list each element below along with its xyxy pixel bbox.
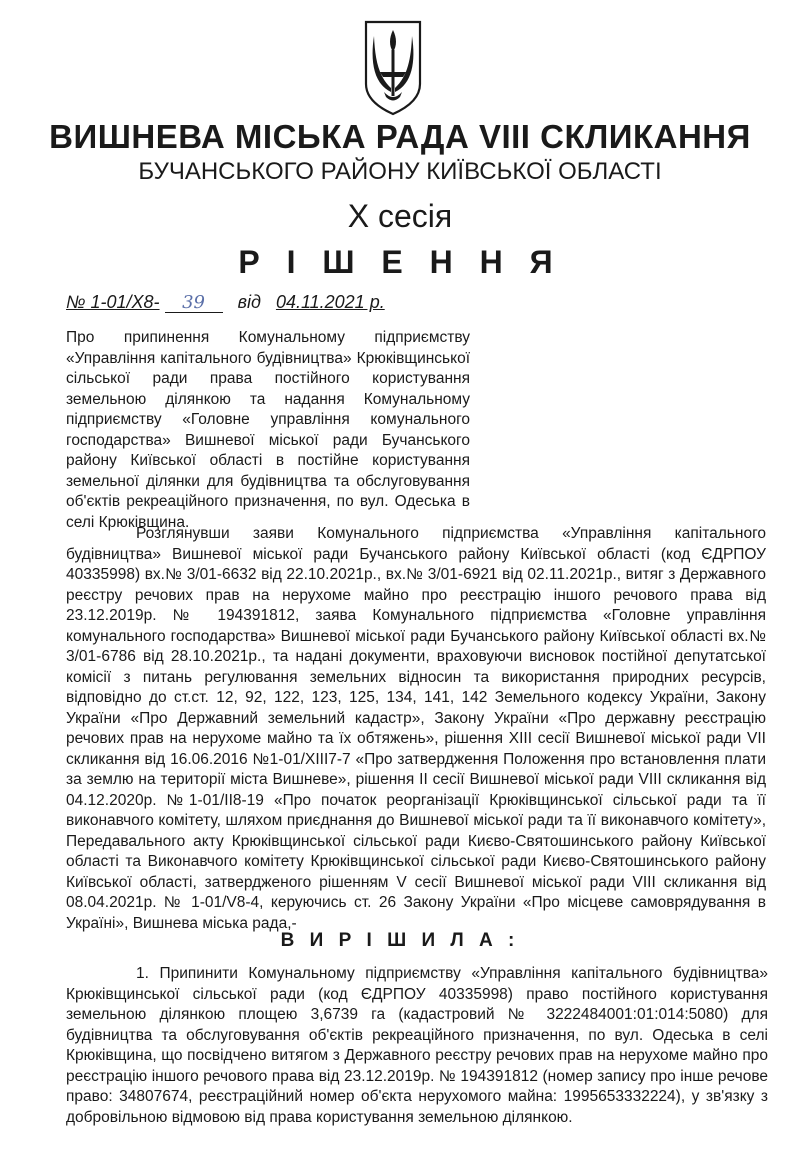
decision-subject: Про припинення Комунальному підприємству «Управління капітального будівництва» Крюківщинської сільської ради права постійного користування земельною ділянкою та надання Комунальному підприємству «Головне управління комунального господарства» Вишневої міської ради Бучанського району Київської області в постійне користування земельної ділянки для будівництва та обслуговування об'єктів рекреаційного призначення, по вул. Одеська в селі Крюківщина.	[66, 329, 470, 531]
resolution-item: 1. Припинити Комунальному підприємству «Управління капітального будівництва» Крюківщинської сільської ради (код ЄДРПОУ 40335998) право постійного користування земельною ділянкою площею 3,6739 га (кадастровий № 3222484001:01:014:5080) для будівництва та обслуговування об'єктів рекреаційного призначення, по вул. Одеська в селі Крюківщина, що посвідчено витягом з Державного реєстру речових прав на нерухоме майно про реєстрацію іншого речового права від 23.12.2019р. № 194391812 (номер запису про інше речове право: 34807674, реєстраційний номер об'єкта нерухомого майна: 1995653332224), у зв'язку з добровільною відмовою від права користування земельною ділянкою.	[66, 965, 768, 1126]
session-heading: Х сесія	[347, 198, 453, 234]
resolved-heading: В И Р І Ш И Л А :	[280, 930, 520, 951]
trident-emblem-icon	[362, 18, 424, 118]
council-subtitle: БУЧАНСЬКОГО РАЙОНУ КИЇВСЬКОЇ ОБЛАСТІ	[138, 158, 662, 185]
decision-date: 04.11.2021 р.	[275, 292, 385, 312]
preamble-paragraph: Розглянувши заяви Комунального підприємства «Управління капітального будівництва» Вишневої міської ради Бучанського району Київської області (код ЄДРПОУ 40335998) вх.№ 3/01-6632 від 22.10.2021р., вх.№ 3/01-6921 від 02.11.2021р., витяг з Державного реєстру речових прав на нерухоме майно про реєстрацію іншого речового права від 23.12.2019р. № 194391812, заява Комунального підприємства «Головне управління комунального господарства» Вишневої міської ради Бучанського району Київської області вх.№ 3/01-6786 від 28.10.2021р., та надані документи, враховуючи висновок постійної депутатської комісії з питань регулювання земельних відносин та використання природних ресурсів, відповідно до ст.ст. 12, 92, 122, 123, 125, 134, 141, 142 Земельного кодексу України, Закону України «Про Державний земельний кадастр», Закону України «Про державну реєстрацію речових прав на нерухоме майно та їх обтяжень», рішення XIII сесії Вишневої міської ради VII скликання від 16.06.2016 №1-01/XIII7-7 «Про затвердження Положення про встановлення плати за землю на території міста Вишневе», рішення II сесії Вишневої міської ради VIII скликання від 04.12.2020р. №1-01/II8-19 «Про початок реорганізації Крюківщинської сільської ради та її виконавчого комітету, шляхом приєднання до Вишневої міської ради та її виконавчого комітету», Передавального акту Крюківщинської сільської ради Києво-Святошинського району Київської області та Виконавчого комітету Крюківщинської сільської ради Києво-Святошинського району Київської області, затвердженого рішенням V сесії Вишневої міської ради VIII скликання від 08.04.2021р. № 1-01/V8-4, керуючись ст. 26 Закону України «Про місцеве самоврядування в Україні», Вишнева міська рада,-	[66, 525, 766, 932]
date-from-label: від	[237, 292, 261, 312]
preamble-section	[66, 524, 766, 934]
decision-number-line	[66, 292, 385, 313]
handwritten-number: 39	[165, 294, 223, 313]
decision-number-prefix: № 1-01/Х8-	[66, 292, 160, 312]
decision-heading: Р І Ш Е Н Н Я	[238, 244, 562, 280]
resolution-items	[66, 964, 768, 1128]
council-title: ВИШНЕВА МІСЬКА РАДА VIII СКЛИКАННЯ	[49, 118, 751, 155]
